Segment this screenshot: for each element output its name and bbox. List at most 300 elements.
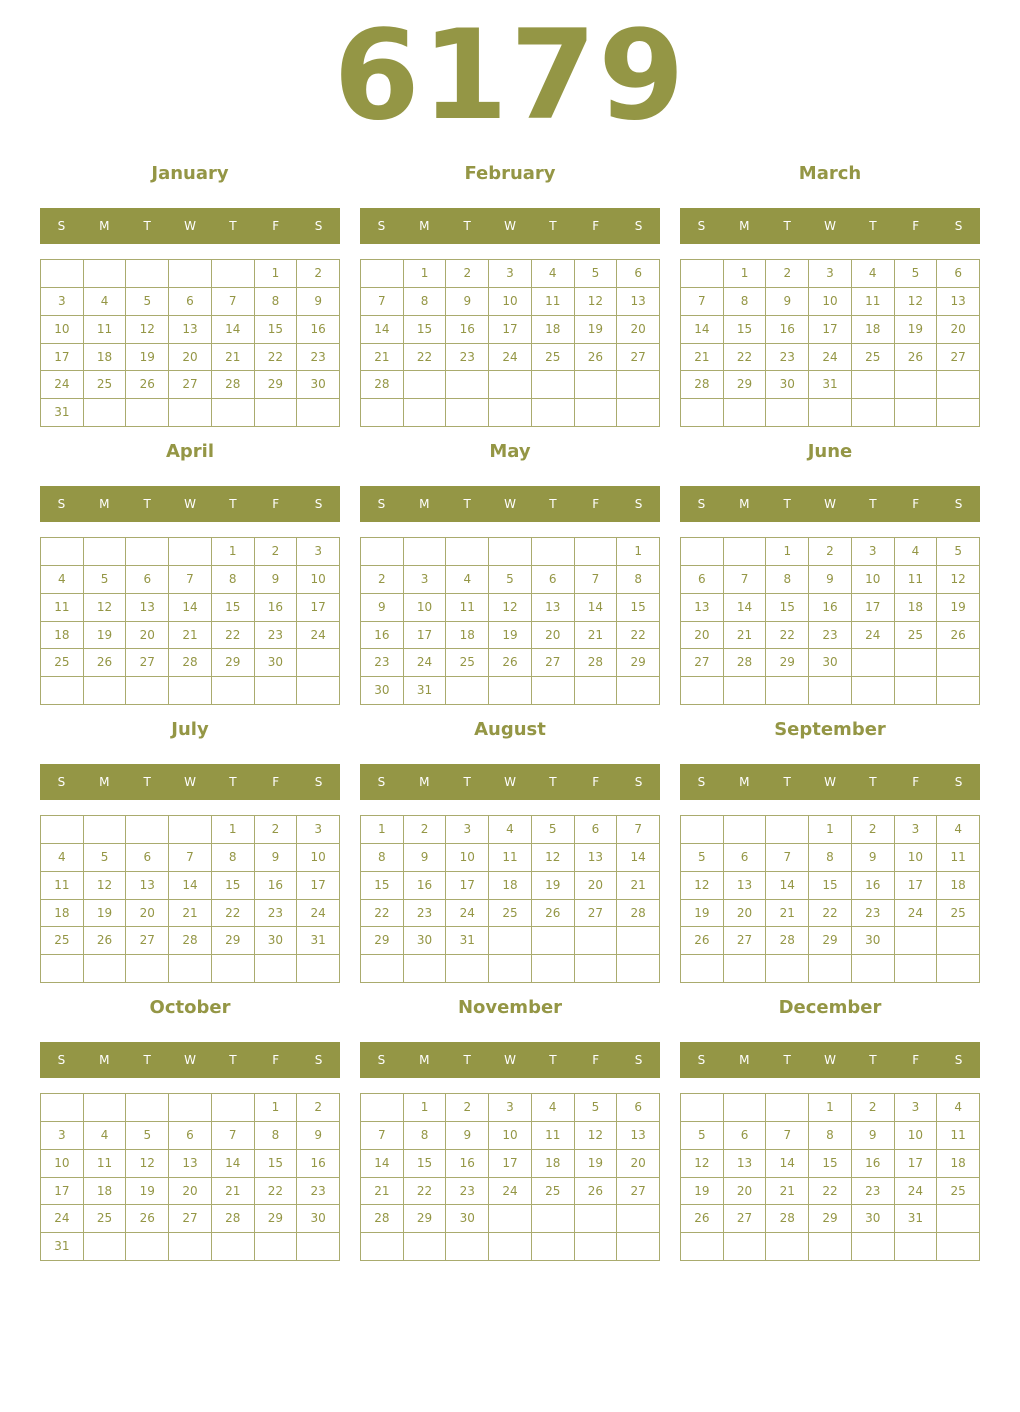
empty-day-cell xyxy=(937,927,980,955)
day-cell: 3 xyxy=(446,816,489,844)
day-cell: 17 xyxy=(809,316,852,344)
empty-day-cell xyxy=(169,677,212,705)
day-cell: 17 xyxy=(297,872,340,900)
day-cell: 11 xyxy=(532,1122,575,1150)
day-cell: 13 xyxy=(169,1150,212,1178)
day-cell: 20 xyxy=(617,316,660,344)
day-cell: 7 xyxy=(575,566,618,594)
day-cell: 3 xyxy=(895,816,938,844)
day-cell: 11 xyxy=(446,594,489,622)
empty-day-cell xyxy=(724,677,767,705)
weekday-label: F xyxy=(272,1053,280,1067)
day-cell: 15 xyxy=(617,594,660,622)
day-cell: 16 xyxy=(404,872,447,900)
day-cell: 31 xyxy=(404,677,447,705)
day-cell: 28 xyxy=(169,649,212,677)
day-cell: 10 xyxy=(809,288,852,316)
day-cell: 1 xyxy=(404,260,447,288)
day-cell: 21 xyxy=(681,344,724,372)
day-cell: 31 xyxy=(41,399,84,427)
empty-day-cell xyxy=(895,955,938,983)
day-cell: 11 xyxy=(41,594,84,622)
empty-day-cell xyxy=(446,1233,489,1261)
day-cell: 4 xyxy=(84,288,127,316)
empty-day-cell xyxy=(617,955,660,983)
day-cell: 16 xyxy=(809,594,852,622)
day-cell: 29 xyxy=(255,371,298,399)
empty-day-cell xyxy=(895,649,938,677)
day-cell: 18 xyxy=(852,316,895,344)
day-cell: 22 xyxy=(212,900,255,928)
day-cell: 9 xyxy=(852,1122,895,1150)
empty-day-cell xyxy=(937,677,980,705)
day-cell: 23 xyxy=(297,1178,340,1206)
day-cell: 23 xyxy=(255,622,298,650)
day-cell: 24 xyxy=(489,344,532,372)
day-cell: 21 xyxy=(361,344,404,372)
day-cell: 18 xyxy=(84,344,127,372)
day-cell: 24 xyxy=(297,900,340,928)
empty-day-cell xyxy=(809,677,852,705)
empty-day-cell xyxy=(41,955,84,983)
day-cell: 18 xyxy=(84,1178,127,1206)
day-cell: 9 xyxy=(297,288,340,316)
day-cell: 5 xyxy=(895,260,938,288)
day-cell: 14 xyxy=(766,872,809,900)
days-grid xyxy=(40,1093,340,1261)
weekday-label: T xyxy=(143,775,151,789)
day-cell: 30 xyxy=(852,927,895,955)
day-cell: 27 xyxy=(937,344,980,372)
day-cell: 22 xyxy=(766,622,809,650)
weekday-label: W xyxy=(184,775,196,789)
empty-day-cell xyxy=(446,371,489,399)
weekday-label: S xyxy=(377,1053,386,1067)
day-cell: 7 xyxy=(212,1122,255,1150)
day-cell: 7 xyxy=(617,816,660,844)
day-cell: 23 xyxy=(361,649,404,677)
empty-day-cell xyxy=(446,399,489,427)
day-cell: 2 xyxy=(446,1094,489,1122)
weekday-label: S xyxy=(634,219,643,233)
day-cell: 1 xyxy=(361,816,404,844)
day-cell: 10 xyxy=(489,288,532,316)
empty-day-cell xyxy=(766,816,809,844)
empty-day-cell xyxy=(617,1233,660,1261)
empty-day-cell xyxy=(41,538,84,566)
day-cell: 14 xyxy=(724,594,767,622)
day-cell: 7 xyxy=(361,1122,404,1150)
day-cell: 24 xyxy=(895,900,938,928)
day-cell: 18 xyxy=(41,622,84,650)
weekday-label: T xyxy=(549,775,557,789)
month-name: October xyxy=(149,997,231,1018)
day-cell: 6 xyxy=(532,566,575,594)
day-cell: 6 xyxy=(169,288,212,316)
day-cell: 10 xyxy=(41,1150,84,1178)
empty-day-cell xyxy=(617,1205,660,1233)
empty-day-cell xyxy=(169,1094,212,1122)
empty-day-cell xyxy=(84,816,127,844)
empty-day-cell xyxy=(297,399,340,427)
weekday-label: W xyxy=(504,1053,516,1067)
day-cell: 25 xyxy=(532,344,575,372)
day-cell: 3 xyxy=(297,538,340,566)
day-cell: 7 xyxy=(212,288,255,316)
day-cell: 4 xyxy=(532,1094,575,1122)
empty-day-cell xyxy=(489,1233,532,1261)
day-cell: 20 xyxy=(617,1150,660,1178)
day-cell: 7 xyxy=(361,288,404,316)
empty-day-cell xyxy=(895,677,938,705)
weekday-label: S xyxy=(697,775,706,789)
weekday-label: M xyxy=(419,497,430,511)
empty-day-cell xyxy=(895,927,938,955)
weekday-label: F xyxy=(912,219,920,233)
weekday-label: S xyxy=(954,1053,963,1067)
empty-day-cell xyxy=(575,927,618,955)
day-cell: 5 xyxy=(84,566,127,594)
empty-day-cell xyxy=(766,1233,809,1261)
weekday-header xyxy=(360,764,660,800)
empty-day-cell xyxy=(724,1094,767,1122)
day-cell: 12 xyxy=(895,288,938,316)
day-cell: 29 xyxy=(809,1205,852,1233)
day-cell: 28 xyxy=(724,649,767,677)
day-cell: 21 xyxy=(169,622,212,650)
weekday-header xyxy=(680,486,980,522)
empty-day-cell xyxy=(809,955,852,983)
day-cell: 19 xyxy=(84,622,127,650)
day-cell: 7 xyxy=(766,1122,809,1150)
day-cell: 25 xyxy=(937,1178,980,1206)
day-cell: 18 xyxy=(937,872,980,900)
weekday-label: T xyxy=(783,775,791,789)
day-cell: 11 xyxy=(41,872,84,900)
day-cell: 2 xyxy=(404,816,447,844)
empty-day-cell xyxy=(895,399,938,427)
day-cell: 21 xyxy=(212,344,255,372)
day-cell: 13 xyxy=(724,872,767,900)
day-cell: 29 xyxy=(212,649,255,677)
empty-day-cell xyxy=(937,371,980,399)
day-cell: 14 xyxy=(361,316,404,344)
day-cell: 26 xyxy=(532,900,575,928)
empty-day-cell xyxy=(297,1233,340,1261)
empty-day-cell xyxy=(84,1233,127,1261)
empty-day-cell xyxy=(212,677,255,705)
day-cell: 6 xyxy=(617,1094,660,1122)
day-cell: 22 xyxy=(255,1178,298,1206)
day-cell: 8 xyxy=(255,288,298,316)
empty-day-cell xyxy=(255,955,298,983)
day-cell: 15 xyxy=(724,316,767,344)
day-cell: 8 xyxy=(404,288,447,316)
day-cell: 26 xyxy=(575,344,618,372)
day-cell: 22 xyxy=(404,344,447,372)
day-cell: 23 xyxy=(255,900,298,928)
empty-day-cell xyxy=(575,1233,618,1261)
year-title: 6179 xyxy=(333,4,687,148)
empty-day-cell xyxy=(404,1233,447,1261)
day-cell: 18 xyxy=(446,622,489,650)
weekday-label: T xyxy=(463,775,471,789)
empty-day-cell xyxy=(724,399,767,427)
weekday-label: S xyxy=(634,497,643,511)
empty-day-cell xyxy=(489,955,532,983)
empty-day-cell xyxy=(724,955,767,983)
day-cell: 6 xyxy=(575,816,618,844)
day-cell: 18 xyxy=(489,872,532,900)
empty-day-cell xyxy=(937,955,980,983)
day-cell: 15 xyxy=(404,1150,447,1178)
weekday-label: T xyxy=(463,1053,471,1067)
day-cell: 4 xyxy=(41,566,84,594)
weekday-label: M xyxy=(739,219,750,233)
day-cell: 25 xyxy=(446,649,489,677)
month-name: September xyxy=(774,719,886,740)
day-cell: 20 xyxy=(126,622,169,650)
month-name: May xyxy=(489,441,531,462)
empty-day-cell xyxy=(809,1233,852,1261)
empty-day-cell xyxy=(169,1233,212,1261)
days-grid xyxy=(680,1093,980,1261)
day-cell: 11 xyxy=(937,844,980,872)
empty-day-cell xyxy=(532,1205,575,1233)
day-cell: 12 xyxy=(937,566,980,594)
day-cell: 8 xyxy=(766,566,809,594)
day-cell: 8 xyxy=(361,844,404,872)
empty-day-cell xyxy=(489,1205,532,1233)
day-cell: 16 xyxy=(297,316,340,344)
day-cell: 8 xyxy=(809,844,852,872)
day-cell: 15 xyxy=(212,872,255,900)
weekday-label: S xyxy=(634,775,643,789)
day-cell: 20 xyxy=(126,900,169,928)
day-cell: 6 xyxy=(617,260,660,288)
day-cell: 30 xyxy=(852,1205,895,1233)
empty-day-cell xyxy=(446,677,489,705)
day-cell: 18 xyxy=(937,1150,980,1178)
day-cell: 17 xyxy=(41,344,84,372)
empty-day-cell xyxy=(489,399,532,427)
day-cell: 14 xyxy=(212,1150,255,1178)
empty-day-cell xyxy=(212,955,255,983)
day-cell: 28 xyxy=(169,927,212,955)
weekday-label: M xyxy=(419,1053,430,1067)
day-cell: 25 xyxy=(84,1205,127,1233)
day-cell: 23 xyxy=(297,344,340,372)
month-name: August xyxy=(474,719,546,740)
day-cell: 10 xyxy=(446,844,489,872)
day-cell: 27 xyxy=(617,1178,660,1206)
day-cell: 12 xyxy=(575,1122,618,1150)
day-cell: 14 xyxy=(361,1150,404,1178)
month-name: January xyxy=(151,163,229,184)
day-cell: 16 xyxy=(852,1150,895,1178)
day-cell: 24 xyxy=(446,900,489,928)
weekday-label: T xyxy=(869,1053,877,1067)
empty-day-cell xyxy=(361,1094,404,1122)
day-cell: 31 xyxy=(297,927,340,955)
day-cell: 17 xyxy=(895,872,938,900)
day-cell: 20 xyxy=(532,622,575,650)
day-cell: 28 xyxy=(766,1205,809,1233)
weekday-label: F xyxy=(912,1053,920,1067)
day-cell: 2 xyxy=(255,816,298,844)
day-cell: 13 xyxy=(937,288,980,316)
weekday-label: T xyxy=(783,497,791,511)
day-cell: 1 xyxy=(809,816,852,844)
weekday-header xyxy=(40,486,340,522)
day-cell: 13 xyxy=(724,1150,767,1178)
month-name: June xyxy=(807,441,853,462)
day-cell: 25 xyxy=(41,927,84,955)
empty-day-cell xyxy=(575,399,618,427)
day-cell: 11 xyxy=(84,1150,127,1178)
days-grid xyxy=(40,537,340,705)
days-grid xyxy=(680,537,980,705)
day-cell: 13 xyxy=(617,288,660,316)
empty-day-cell xyxy=(532,1233,575,1261)
weekday-label: S xyxy=(57,1053,66,1067)
weekday-label: T xyxy=(143,219,151,233)
day-cell: 26 xyxy=(126,371,169,399)
day-cell: 28 xyxy=(766,927,809,955)
empty-day-cell xyxy=(681,1094,724,1122)
empty-day-cell xyxy=(84,1094,127,1122)
empty-day-cell xyxy=(255,1233,298,1261)
day-cell: 19 xyxy=(895,316,938,344)
day-cell: 31 xyxy=(895,1205,938,1233)
day-cell: 2 xyxy=(361,566,404,594)
day-cell: 13 xyxy=(126,872,169,900)
day-cell: 6 xyxy=(937,260,980,288)
day-cell: 9 xyxy=(361,594,404,622)
weekday-label: T xyxy=(229,775,237,789)
empty-day-cell xyxy=(41,816,84,844)
day-cell: 4 xyxy=(937,1094,980,1122)
day-cell: 11 xyxy=(489,844,532,872)
day-cell: 3 xyxy=(809,260,852,288)
day-cell: 19 xyxy=(489,622,532,650)
empty-day-cell xyxy=(489,371,532,399)
empty-day-cell xyxy=(681,677,724,705)
day-cell: 22 xyxy=(809,900,852,928)
day-cell: 5 xyxy=(575,1094,618,1122)
day-cell: 4 xyxy=(84,1122,127,1150)
day-cell: 31 xyxy=(446,927,489,955)
day-cell: 5 xyxy=(937,538,980,566)
weekday-label: W xyxy=(184,219,196,233)
day-cell: 11 xyxy=(84,316,127,344)
empty-day-cell xyxy=(724,1233,767,1261)
weekday-label: W xyxy=(184,1053,196,1067)
day-cell: 30 xyxy=(297,1205,340,1233)
day-cell: 14 xyxy=(169,594,212,622)
empty-day-cell xyxy=(361,955,404,983)
empty-day-cell xyxy=(361,1233,404,1261)
empty-day-cell xyxy=(255,677,298,705)
weekday-label: S xyxy=(954,219,963,233)
day-cell: 1 xyxy=(617,538,660,566)
empty-day-cell xyxy=(84,260,127,288)
day-cell: 20 xyxy=(724,900,767,928)
empty-day-cell xyxy=(126,1094,169,1122)
weekday-label: T xyxy=(549,1053,557,1067)
day-cell: 7 xyxy=(681,288,724,316)
day-cell: 12 xyxy=(84,594,127,622)
day-cell: 24 xyxy=(489,1178,532,1206)
day-cell: 14 xyxy=(617,844,660,872)
day-cell: 6 xyxy=(724,844,767,872)
day-cell: 25 xyxy=(84,371,127,399)
day-cell: 29 xyxy=(361,927,404,955)
empty-day-cell xyxy=(361,538,404,566)
empty-day-cell xyxy=(169,816,212,844)
day-cell: 3 xyxy=(297,816,340,844)
empty-day-cell xyxy=(126,1233,169,1261)
empty-day-cell xyxy=(852,677,895,705)
day-cell: 5 xyxy=(126,288,169,316)
month-name: December xyxy=(778,997,882,1018)
day-cell: 20 xyxy=(575,872,618,900)
day-cell: 27 xyxy=(617,344,660,372)
empty-day-cell xyxy=(852,1233,895,1261)
day-cell: 5 xyxy=(575,260,618,288)
day-cell: 6 xyxy=(126,844,169,872)
day-cell: 9 xyxy=(255,844,298,872)
day-cell: 5 xyxy=(84,844,127,872)
day-cell: 4 xyxy=(489,816,532,844)
day-cell: 27 xyxy=(724,927,767,955)
empty-day-cell xyxy=(255,399,298,427)
day-cell: 25 xyxy=(937,900,980,928)
weekday-label: S xyxy=(697,219,706,233)
empty-day-cell xyxy=(617,927,660,955)
day-cell: 2 xyxy=(297,260,340,288)
weekday-label: F xyxy=(592,775,600,789)
day-cell: 16 xyxy=(446,316,489,344)
weekday-label: W xyxy=(824,219,836,233)
day-cell: 1 xyxy=(724,260,767,288)
weekday-label: W xyxy=(824,775,836,789)
day-cell: 17 xyxy=(446,872,489,900)
weekday-header xyxy=(680,1042,980,1078)
weekday-label: F xyxy=(592,1053,600,1067)
day-cell: 24 xyxy=(852,622,895,650)
weekday-label: M xyxy=(99,497,110,511)
empty-day-cell xyxy=(532,927,575,955)
day-cell: 22 xyxy=(361,900,404,928)
empty-day-cell xyxy=(532,677,575,705)
day-cell: 25 xyxy=(532,1178,575,1206)
days-grid xyxy=(360,259,660,427)
weekday-label: T xyxy=(783,219,791,233)
day-cell: 10 xyxy=(297,844,340,872)
day-cell: 4 xyxy=(532,260,575,288)
empty-day-cell xyxy=(617,677,660,705)
day-cell: 27 xyxy=(169,1205,212,1233)
day-cell: 26 xyxy=(681,1205,724,1233)
day-cell: 15 xyxy=(766,594,809,622)
day-cell: 25 xyxy=(41,649,84,677)
empty-day-cell xyxy=(809,399,852,427)
empty-day-cell xyxy=(617,371,660,399)
weekday-label: T xyxy=(783,1053,791,1067)
day-cell: 14 xyxy=(681,316,724,344)
weekday-label: S xyxy=(954,497,963,511)
